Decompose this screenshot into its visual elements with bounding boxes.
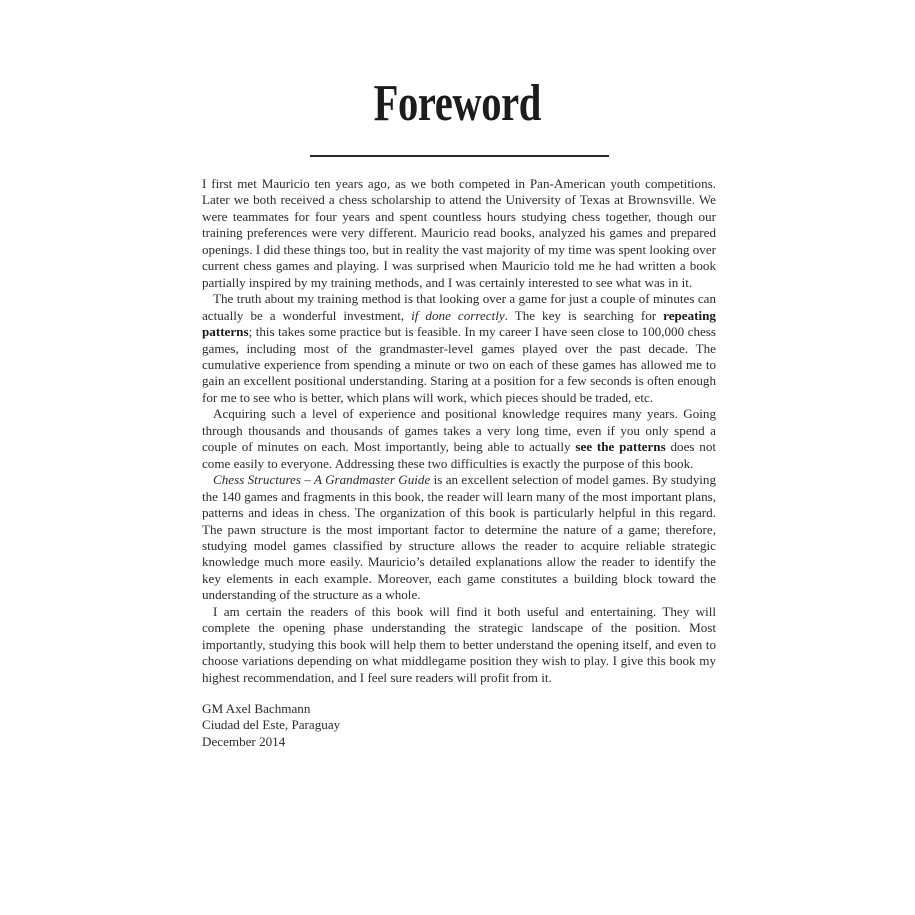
paragraph-1 [202, 176, 716, 291]
foreword-body [202, 176, 716, 686]
signature-date: December 2014 [202, 733, 286, 749]
paragraph-text: I am certain the readers of this book will find it both useful and entertaining. They will complete the opening phase understanding the strategic landscape of the position. Most importantly, studying this book will help them to better understand the opening itself, and even to choose variations depending on what middlegame position they wish to play. I give this book my highest recommendation, and I feel sure readers will profit from it. [202, 603, 716, 685]
paragraph-text: ; this takes some practice but is feasible. In my career I have seen close to 100,000 chess games, including most of the grandmaster-level games played over the past decade. The cumulative experience from spending a minute or two on each of these games has allowed me to gain an excellent positional understanding. Staring at a position for a few seconds is often enough for me to see who is better, which plans will work, which pieces should be traded, etc. [202, 324, 716, 405]
signature-block [202, 701, 340, 750]
paragraph-text: The truth about my training method is that looking over a game for just a couple of minutes can actually be a wonderful investment, [202, 291, 716, 323]
paragraph-4 [202, 472, 716, 604]
paragraph-3 [202, 406, 716, 472]
paragraph-text: I first met Mauricio ten years ago, as we both competed in Pan-American youth competitions. Later we both received a chess scholarship to attend the University of Texas at Brownsville. We were teammates for four years and spent countless hours studying chess together, though our training preferences were very different. Mauricio read books, analyzed his games and prepared openings. I did these things too, but in reality the vast majority of my time was spent looking over current chess games and playing. I was surprised when Mauricio told me he had written a book partially inspired by my training methods, and I was certainly interested to see what was in it. [202, 176, 716, 290]
title-container [0, 76, 915, 132]
page-title: Foreword [373, 75, 542, 132]
paragraph-text: does not come easily to everyone. Addressing these two difficulties is exactly the purpose of this book. [202, 439, 717, 471]
bold-term: see the patterns [575, 439, 666, 455]
bold-term: repeating patterns [202, 307, 716, 340]
emphasis-text: if done correctly [411, 307, 505, 323]
book-title-text: Chess Structures – A Grandmaster Guide [213, 472, 431, 488]
author-location: Ciudad del Este, Paraguay [202, 717, 341, 733]
paragraph-text: is an excellent selection of model games. By studying the 140 games and fragments in this book, the reader will learn many of the most important plans, patterns and ideas in chess. The organization of this book is particularly helpful in this regard. The pawn structure is the most important factor to determine the nature of a game; therefore, studying model games classified by structure allows the reader to acquire reliable strategic knowledge much more easily. Mauricio’s detailed explanations allow the reader to identify the key elements in each example. Moreover, each game constitutes a building block toward the understanding of the structure as a whole. [202, 472, 716, 603]
paragraph-text: Acquiring such a level of experience and positional knowledge requires many years. Going through thousands and thousands of games takes a very long time, even if you only spend a couple of minutes on each. Most importantly, being able to actually [202, 406, 716, 455]
title-divider [310, 155, 609, 157]
paragraph-5 [202, 604, 716, 686]
author-name: GM Axel Bachmann [202, 701, 311, 716]
paragraph-2 [202, 291, 716, 406]
paragraph-text: . The key is searching for [504, 307, 664, 323]
